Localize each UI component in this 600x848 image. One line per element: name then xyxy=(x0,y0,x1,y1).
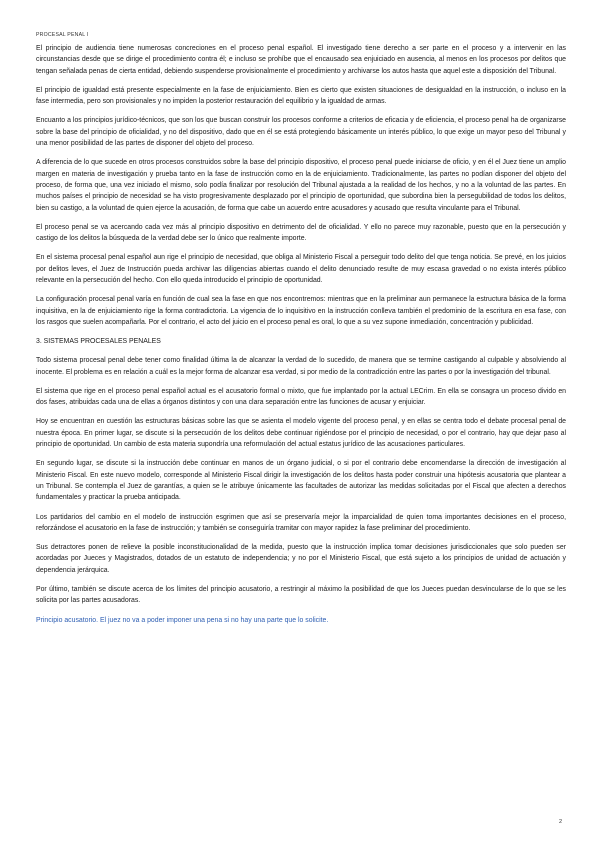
paragraph: Por último, también se discute acerca de los límites del principio acusatorio, a restringir al máximo la posibilidad de que los Jueces puedan desvincularse de lo que se les solicita por las partes acusadoras. xyxy=(36,585,566,605)
page-number: 2 xyxy=(559,819,563,825)
paragraph: En el sistema procesal penal español aun rige el principio de necesidad, que obliga al Ministerio Fiscal a perseguir todo delito del que tenga noticia. Se prevé, en los juicios por delitos leves, el Juez de Instrucción pueda archivar las diligencias abiertas cuando el delito denunciado resulte de muy escasa gravedad o no exista interés público relevante en la persecución del hecho. Con ello queda introducido el principio de oportunidad. xyxy=(36,254,566,285)
paragraph: Encuanto a los principios jurídico-técnicos, que son los que buscan construir los procesos conforme a criterios de eficacia y de eficiencia, el proceso penal ha de organizarse sobre la base del principio de oficialidad, y no del dispositivo, dado que en él se está protegiendo básicamente un interés público, lo que exige un mayor peso del Tribunal y una menor posibilidad de las partes de disponer del objeto del proceso. xyxy=(36,117,566,148)
paragraph: El principio de igualdad está presente especialmente en la fase de enjuiciamiento. Bien es cierto que existen situaciones de desigualdad en la instrucción, o incluso en la fase intermedia, pero son provisionales y no impiden la posterior restauración del equilibrio y la igualdad de armas. xyxy=(36,86,566,106)
paragraph: La configuración procesal penal varía en función de cual sea la fase en que nos encontremos: mientras que en la preliminar aun permanece la estructura básica de la forma inquisitiva, en la de enjuiciamiento rige la forma contradictoria. La vigencia de lo inquisitivo en la instrucción conlleva también el predominio de la escritura en esa fase, con los rasgos que suelen acompañarla. Por el contrario, el acto del juicio en el proceso penal es oral, lo que a su vez supone inmediación, concentración y publicidad. xyxy=(36,296,566,326)
paragraph: Sus detractores ponen de relieve la posible inconstitucionalidad de la medida, puesto que la instrucción implica tomar decisiones jurisdiccionales que solo pueden ser acordadas por Jueces y Magistrados, dotados de un estatuto de independencia; y no por el Ministerio Fiscal, que está sujeto a los principios de unidad de actuación y dependencia jerárquica. xyxy=(36,544,566,574)
paragraph: En segundo lugar, se discute si la instrucción debe continuar en manos de un órgano judicial, o si por el contrario debe encomendarse la dirección de investigación al Ministerio Fiscal. En este nuevo modelo, corresponde al Ministerio Fiscal dirigir la investigación de los delitos hasta poder construir una hipótesis acusatoria que plantear a un Tribunal. Se contempla el Juez de garantías, a quien se le atribuye únicamente las facultades de autorizar las medidas solicitadas por el Fiscal que afecten a derechos fundamentales y practicar la prueba anticipada. xyxy=(36,460,566,502)
paragraph: Todo sistema procesal penal debe tener como finalidad última la de alcanzar la verdad de lo sucedido, de manera que se termine castigando al culpable y absolviendo al inocente. El problema es en relación a cuál es la mejor forma de alcanzar esa verdad, si por medio de la contradicción entre las partes o por la investigación del tribunal. xyxy=(36,357,566,376)
paragraph: Los partidarios del cambio en el modelo de instrucción esgrimen que así se preservaría mejor la imparcialidad de quien toma importantes decisiones en el proceso, reforzándose el acusatorio en la fase de instrucción; y también se conseguiría tramitar con mayor rapidez la fase preliminar del procedimiento. xyxy=(36,513,566,532)
paragraph: A diferencia de lo que sucede en otros procesos construidos sobre la base del principio dispositivo, el proceso penal puede iniciarse de oficio, y en él el Juez tiene un amplio margen en materia de investigación y prueba tanto en la fase de instrucción como en la de enjuiciamiento. Tradicionalmente, las partes no podían disponer del objeto del proceso, de forma que, una vez iniciado el mismo, solo podía finalizar por resolución del Tribunal ajustada a la realidad de los hechos, y no a la voluntad de las partes. En muchos países el principio de necesidad se ha visto progresivamente desplazado por el principio de oportunidad, que subordina bien la persegubilidad de todos los delitos, bien su castigo, a la voluntad de quien ejerce la acusación, de forma que cabe un acuerdo entre acusadores y acusado que resulta vinculante para el Tribunal. xyxy=(36,159,566,212)
paragraph: El principio de audiencia tiene numerosas concreciones en el proceso penal español. El investigado tiene derecho a ser parte en el proceso y a intervenir en las circunstancias desde que se dirige el procedimiento contra él; e incluso se prohíbe que el encausado sea enjuiciado en ausencia, al menos en los procesos por delitos que tengan señalada penas de cierta entidad, debiendo suspenderse provisionalmente el procedimiento y archivarse los autos hasta que aquel este a disposición del Tribunal. xyxy=(36,45,566,75)
section-heading: 3. SISTEMAS PROCESALES PENALES xyxy=(36,338,161,346)
highlighted-note: Principio acusatorio. El juez no va a poder imponer una pena si no hay una parte que lo solicite. xyxy=(36,616,329,624)
running-header: PROCESAL PENAL I xyxy=(36,32,89,38)
paragraph: Hoy se encuentran en cuestión las estructuras básicas sobre las que se asienta el modelo vigente del proceso penal, y en ellas se centra todo el debate procesal penal de nuestra época. En primer lugar, se discute si la persecución de los delitos debe continuar rigiéndose por el principio de necesidad, o por el contrario, hay que dejar paso al principio de oportunidad. Un cambio de esta materia supondría una reformulación del actual estatus jurídico de las acusaciones particulares. xyxy=(36,418,566,449)
paragraph: El proceso penal se va acercando cada vez más al principio dispositivo en detrimento del de oficialidad. Y ello no parece muy razonable, puesto que en la persecución y castigo de los delitos la búsqueda de la verdad debe ser lo único que realmente importe. xyxy=(36,223,566,243)
paragraph: El sistema que rige en el proceso penal español actual es el acusatorio formal o mixto, que fue implantado por la actual LECrim. En ella se consagra un proceso divido en dos fases, atribuidas cada una de ellas a órganos distintos y con una clara separación entre las funciones de acusar y enjuiciar. xyxy=(36,387,566,407)
document-body xyxy=(36,43,566,634)
